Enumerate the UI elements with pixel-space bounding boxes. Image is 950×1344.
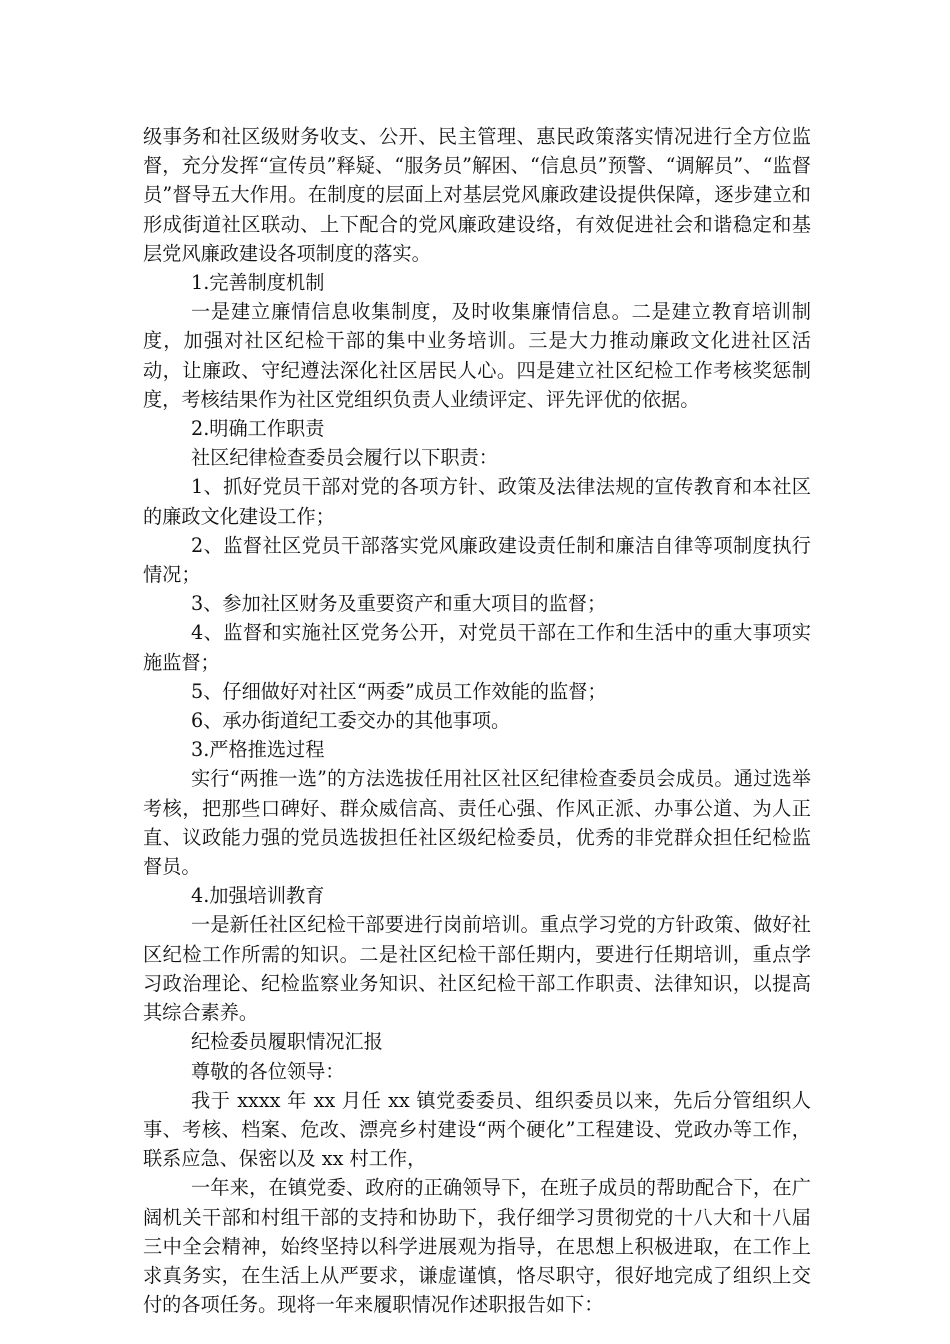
paragraph: 实行“两推一选”的方法选拔任用社区社区纪律检查委员会成员。通过选举考核，把那些口碑好、群众威信高、责任心强、作风正派、办事公道、为人正直、议政能力强的党员选拔担任社区级纪检委员，优秀的非党群众担任纪检监督员。 (143, 767, 811, 879)
paragraph: 6、承办街道纪工委交办的其他事项。 (191, 709, 511, 733)
paragraph: 1、抓好党员干部对党的各项方针、政策及法律法规的宣传教育和本社区的廉政文化建设工作； (143, 475, 811, 528)
section-heading: 1.完善制度机制 (191, 271, 325, 295)
document-body (143, 122, 811, 1319)
section-heading: 4.加强培训教育 (191, 884, 325, 908)
section-heading: 纪检委员履职情况汇报 (191, 1030, 383, 1054)
paragraph: 一年来，在镇党委、政府的正确领导下，在班子成员的帮助配合下，在广阔机关干部和村组干部的支持和协助下，我仔细学习贯彻党的十八大和十八届三中全会精神，始终坚持以科学进展观为指导，在思想上积极进取，在工作上求真务实，在生活上从严要求，谦虚谨慎，恪尽职守，很好地完成了组织上交付的各项任务。现将一年来履职情况作述职报告如下： (143, 1176, 811, 1317)
paragraph: 级事务和社区级财务收支、公开、民主管理、惠民政策落实情况进行全方位监督，充分发挥“宣传员”释疑、“服务员”解困、“信息员”预警、“调解员”、“监督员”督导五大作用。在制度的层面上对基层党风廉政建设提供保障，逐步建立和形成街道社区联动、上下配合的党风廉政建设络，有效促进社会和谐稳定和基层党风廉政建设各项制度的落实。 (143, 125, 811, 265)
paragraph: 2、监督社区党员干部落实党风廉政建设责任制和廉洁自律等项制度执行情况； (143, 533, 811, 587)
paragraph: 一是建立廉情信息收集制度，及时收集廉情信息。二是建立教育培训制度，加强对社区纪检干部的集中业务培训。三是大力推动廉政文化进社区活动，让廉政、守纪遵法深化社区居民人心。四是建立社区纪检工作考核奖惩制度，考核结果作为社区党组织负责人业绩评定、评先评优的依据。 (143, 300, 811, 411)
paragraph: 3、参加社区财务及重要资产和重大项目的监督； (191, 592, 607, 616)
section-heading: 3.严格推选过程 (191, 738, 325, 762)
paragraph: 社区纪律检查委员会履行以下职责： (191, 446, 498, 470)
paragraph: 4、监督和实施社区党务公开，对党员干部在工作和生活中的重大事项实施监督； (143, 621, 811, 674)
section-heading: 2.明确工作职责 (191, 417, 325, 441)
paragraph: 我于 xxxx 年 xx 月任 xx 镇党委委员、组织委员以来，先后分管组织人事、考核、档案、危改、漂亮乡村建设“两个硬化”工程建设、党政办等工作，联系应急、保密以及 xx 村工作， (143, 1088, 811, 1171)
paragraph: 尊敬的各位领导： (191, 1059, 345, 1083)
paragraph: 一是新任社区纪检干部要进行岗前培训。重点学习党的方针政策、做好社区纪检工作所需的知识。二是社区纪检干部任期内，要进行任期培训，重点学习政治理论、纪检监察业务知识、社区纪检干部工作职责、法律知识，以提高其综合素养。 (143, 913, 811, 1025)
paragraph: 5、仔细做好对社区“两委”成员工作效能的监督； (191, 679, 607, 703)
